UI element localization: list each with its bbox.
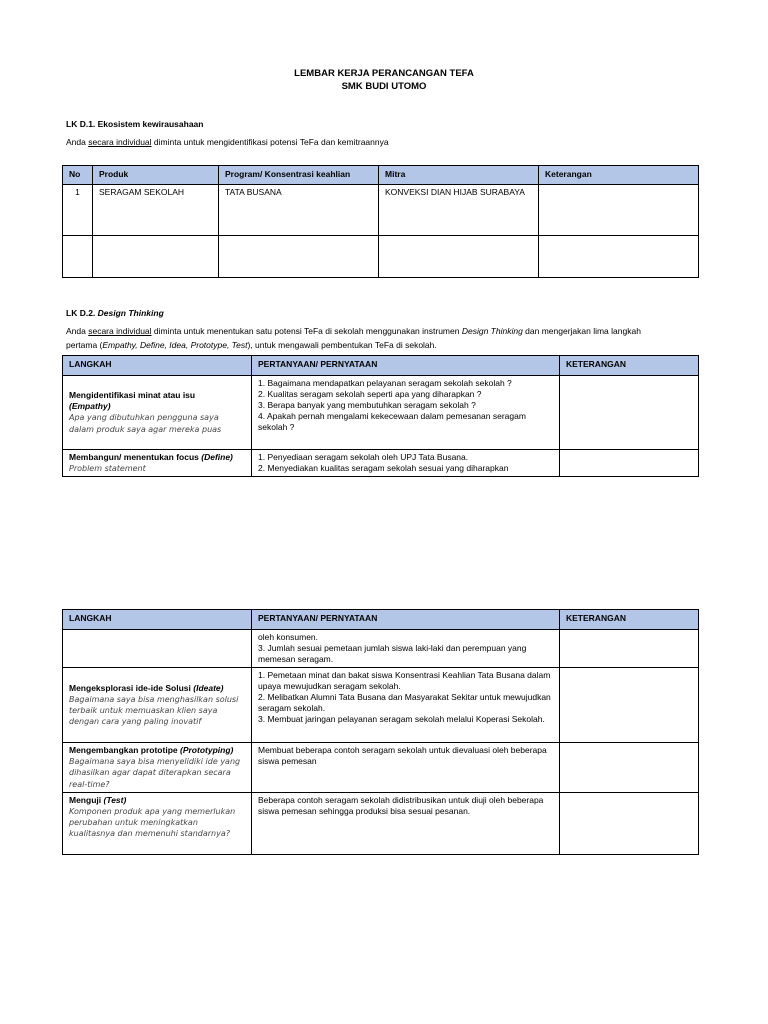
lk2-heading-pre: LK D.2.	[66, 308, 98, 318]
table-row	[63, 630, 699, 668]
lk1-intro-underlined: secara individual	[88, 137, 152, 147]
statement-item: Membuat beberapa contoh seragam sekolah untuk dievaluasi oleh beberapa siswa pemesan	[258, 745, 547, 767]
statement-item: oleh konsumen.	[258, 632, 319, 642]
document-title: LEMBAR KERJA PERANCANGAN TEFA	[294, 68, 474, 79]
lk1-intro-post: diminta untuk mengidentifikasi potensi TeFa dan kemitraannya	[151, 137, 389, 147]
step-title: Mengembangkan prototipe	[69, 745, 178, 756]
step-title: Mengidentifikasi minat atau isu	[69, 390, 196, 401]
statement-item: 3. Berapa banyak yang membutuhkan seragam sekolah ?	[258, 400, 476, 411]
table-row	[63, 376, 699, 450]
lk2-keterangan-cell	[560, 792, 699, 854]
lk2-header-pertanyaan: PERTANYAAN/ PERNYATAAN	[252, 356, 560, 376]
lk1-table	[62, 165, 699, 278]
lk2-cont-header-langkah: LANGKAH	[63, 610, 252, 630]
step-title: Membangun/ menentukan focus	[69, 452, 199, 462]
statement-item: 3. Jumlah sesuai pemetaan jumlah siswa laki-laki dan perempuan yang memesan seragam.	[258, 643, 527, 665]
step-phase: (Empathy)	[69, 401, 111, 412]
step-title: Menguji	[69, 794, 102, 805]
lk1-header-keterangan: Keterangan	[539, 166, 699, 185]
lk1-cell-no	[63, 236, 93, 278]
statement-item: 2. Melibatkan Alumni Tata Busana dan Masyarakat Sekitar untuk mewujudkan seragam sekolah.	[258, 692, 551, 714]
lk2-step-cell	[63, 630, 252, 668]
lk1-cell-keterangan	[539, 185, 699, 236]
step-description: Problem statement	[69, 464, 146, 474]
table-row	[63, 668, 699, 743]
table-row	[63, 792, 699, 854]
lk2-keterangan-cell	[560, 668, 699, 743]
lk1-cell-produk	[93, 236, 219, 278]
lk2-p1-mid: diminta untuk menentukan satu potensi TeFa di sekolah menggunakan instrumen	[151, 326, 462, 336]
lk1-cell-program	[219, 236, 379, 278]
document-subtitle: SMK BUDI UTOMO	[341, 81, 427, 92]
step-description: Bagaimana saya bisa menghasilkan solusi terbaik untuk memuaskan klien saya dengan cara yang paling inovatif	[69, 694, 239, 727]
lk2-statement-cell	[252, 743, 560, 793]
lk2-keterangan-cell	[560, 376, 699, 450]
statement-item: 1. Bagaimana mendapatkan pelayanan seragam sekolah sekolah ?	[258, 378, 512, 388]
lk2-statement-cell	[252, 630, 560, 668]
step-description: Komponen produk apa yang memerlukan perubahan untuk meningkatkan kualitasnya dan memenuhi standarnya?	[69, 806, 236, 839]
lk2-paragraph-line1	[66, 326, 706, 337]
lk2-cont-header-keterangan: KETERANGAN	[560, 610, 699, 630]
lk1-cell-mitra: KONVEKSI DIAN HIJAB SURABAYA	[379, 185, 539, 236]
statement-item: 3. Membuat jaringan pelayanan seragam sekolah melalui Koperasi Sekolah.	[258, 714, 545, 725]
lk2-paragraph-line2	[66, 340, 437, 351]
lk1-header-mitra: Mitra	[379, 166, 539, 185]
lk2-keterangan-cell	[560, 743, 699, 793]
lk2-keterangan-cell	[560, 450, 699, 477]
lk2-statement-cell	[252, 668, 560, 743]
table-row	[63, 185, 699, 236]
lk2-keterangan-cell	[560, 630, 699, 668]
lk1-cell-mitra	[379, 236, 539, 278]
lk2-p1-italic: Design Thinking	[461, 326, 523, 336]
step-description: Bagaimana saya bisa menyelidiki ide yang dihasilkan agar dapat diterapkan secara real-time?	[69, 757, 241, 789]
lk2-step-cell	[63, 668, 252, 743]
statement-item: 2. Menyediakan kualitas seragam sekolah sesuai yang diharapkan	[258, 463, 509, 474]
lk2-cont-header-row	[63, 610, 699, 630]
lk1-cell-keterangan	[539, 236, 699, 278]
lk1-cell-program: TATA BUSANA	[219, 185, 379, 236]
lk1-cell-no: 1	[63, 185, 93, 236]
step-title: Mengeksplorasi ide-ide Solusi	[69, 682, 191, 693]
lk2-p2-post: ), untuk mengawali pembentukan TeFa di sekolah.	[247, 340, 437, 350]
lk2-statement-cell	[252, 450, 560, 477]
lk1-intro	[66, 137, 389, 148]
lk2-header-keterangan: KETERANGAN	[560, 356, 699, 376]
lk2-step-cell	[63, 743, 252, 793]
lk2-statement-cell	[252, 376, 560, 450]
table-row	[63, 236, 699, 278]
lk2-step-cell	[63, 376, 252, 450]
lk2-cont-header-pertanyaan: PERTANYAAN/ PERNYATAAN	[252, 610, 560, 630]
lk2-heading	[66, 308, 164, 319]
lk1-intro-pre: Anda	[66, 137, 89, 147]
lk2-heading-italic: Design Thinking	[97, 308, 164, 318]
lk2-table	[62, 355, 699, 477]
lk1-cell-produk: SERAGAM SEKOLAH	[93, 185, 219, 236]
lk2-p1-underlined: secara individual	[88, 326, 152, 336]
lk2-step-cell	[63, 450, 252, 477]
statement-item: 1. Penyediaan seragam sekolah oleh UPJ Tata Busana.	[258, 452, 469, 462]
step-phase: (Test)	[103, 794, 127, 805]
lk1-header-no: No	[63, 166, 93, 185]
step-phase: (Define)	[201, 452, 233, 462]
lk1-header-row	[63, 166, 699, 185]
statement-item: 4. Apakah pernah mengalami kekecewaan dalam pemesanan seragam sekolah ?	[258, 411, 526, 433]
step-phase: (Prototyping)	[180, 745, 234, 756]
step-phase: (Ideate)	[193, 682, 224, 693]
lk2-p1-post: dan mengerjakan lima langkah	[522, 326, 641, 336]
lk2-statement-cell	[252, 792, 560, 854]
statement-item: 2. Kualitas seragam sekolah seperti apa yang diharapkan ?	[258, 389, 482, 400]
lk2-p1-pre: Anda	[66, 326, 89, 336]
lk1-header-program: Program/ Konsentrasi keahlian	[219, 166, 379, 185]
table-row	[63, 743, 699, 793]
lk2-continued-table	[62, 609, 699, 855]
lk1-heading: LK D.1. Ekosistem kewirausahaan	[66, 119, 204, 129]
statement-item: 1. Pemetaan minat dan bakat siswa Konsentrasi Keahlian Tata Busana dalam upaya mewujudkan seragam sekolah.	[258, 670, 551, 692]
lk2-p2-italic: Empathy, Define, Idea, Prototype, Test	[102, 340, 248, 350]
table-row	[63, 450, 699, 477]
step-description: Apa yang dibutuhkan pengguna saya dalam produk saya agar mereka puas	[69, 413, 222, 434]
lk1-header-produk: Produk	[93, 166, 219, 185]
lk2-header-langkah: LANGKAH	[63, 356, 252, 376]
lk2-header-row	[63, 356, 699, 376]
lk2-p2-pre: pertama (	[66, 340, 103, 350]
statement-item: Beberapa contoh seragam sekolah didistribusikan untuk diuji oleh beberapa siswa pemesan sehingga produksi bisa sesuai pesanan.	[258, 794, 544, 816]
lk2-step-cell	[63, 792, 252, 854]
